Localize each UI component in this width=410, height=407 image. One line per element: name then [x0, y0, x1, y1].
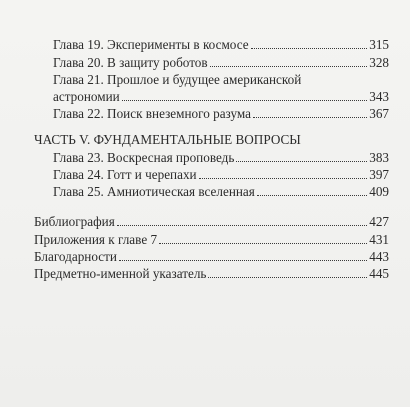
toc-entry-page: 409	[369, 184, 389, 199]
dot-leader	[210, 65, 368, 67]
dot-leader	[159, 242, 367, 244]
toc-entry-chapter-20	[53, 55, 389, 71]
toc-entry-chapter-24	[53, 167, 389, 183]
dot-leader	[253, 116, 367, 118]
toc-entry-label: Приложения к главе 7	[34, 232, 158, 247]
dot-leader	[117, 224, 367, 226]
toc-entry-page: 328	[369, 55, 389, 70]
toc-entry-label: Глава 24. Готт и черепахи	[53, 167, 197, 182]
toc-entry-chapter-19	[53, 37, 389, 53]
toc-entry-page: 397	[369, 167, 389, 182]
toc-entry-bibliography	[34, 214, 389, 230]
toc-entry-page: 315	[369, 37, 389, 52]
toc-entry-chapter-23	[53, 150, 389, 166]
toc-entry-label: Предметно-именной указатель	[34, 266, 207, 281]
toc-entry-chapter-21	[53, 89, 389, 105]
toc-entry-label: Благодарности	[34, 249, 117, 264]
toc-entry-label: Глава 25. Амниотическая вселенная	[53, 184, 255, 199]
toc-entry-label: Глава 22. Поиск внеземного разума	[53, 106, 252, 121]
dot-leader	[119, 259, 367, 261]
toc-entry-label: Глава 20. В защиту роботов	[53, 55, 208, 70]
toc-entry-page: 383	[369, 150, 389, 165]
toc-entry-chapter-21-line1: Глава 21. Прошлое и будущее американской	[53, 72, 302, 87]
toc-entry-page: 343	[369, 89, 389, 104]
dot-leader	[208, 276, 367, 278]
toc-entry-page: 431	[369, 232, 389, 247]
toc-entry-chapter-25	[53, 184, 389, 200]
toc-entry-label: Глава 19. Эксперименты в космосе	[53, 37, 249, 52]
toc-entry-chapter-22	[53, 106, 389, 122]
toc-entry-label: Библиография	[34, 214, 115, 229]
dot-leader	[251, 47, 368, 49]
toc-entry-page: 367	[369, 106, 389, 121]
toc-entry-page: 443	[369, 249, 389, 264]
dot-leader	[122, 99, 368, 101]
part-heading: ЧАСТЬ V. ФУНДАМЕНТАЛЬНЫЕ ВОПРОСЫ	[34, 132, 301, 147]
toc-entry-page: 427	[369, 214, 389, 229]
toc-entry-page: 445	[369, 266, 389, 281]
dot-leader	[199, 177, 368, 179]
dot-leader	[236, 160, 367, 162]
toc-entry-acknowledgements	[34, 249, 389, 265]
toc-entry-appendix-chapter-7	[34, 232, 389, 248]
toc-entry-index	[34, 266, 389, 282]
dot-leader	[257, 194, 367, 196]
toc-entry-label: Глава 23. Воскресная проповедь	[53, 150, 235, 165]
toc-entry-label-continuation: астрономии	[53, 89, 120, 104]
